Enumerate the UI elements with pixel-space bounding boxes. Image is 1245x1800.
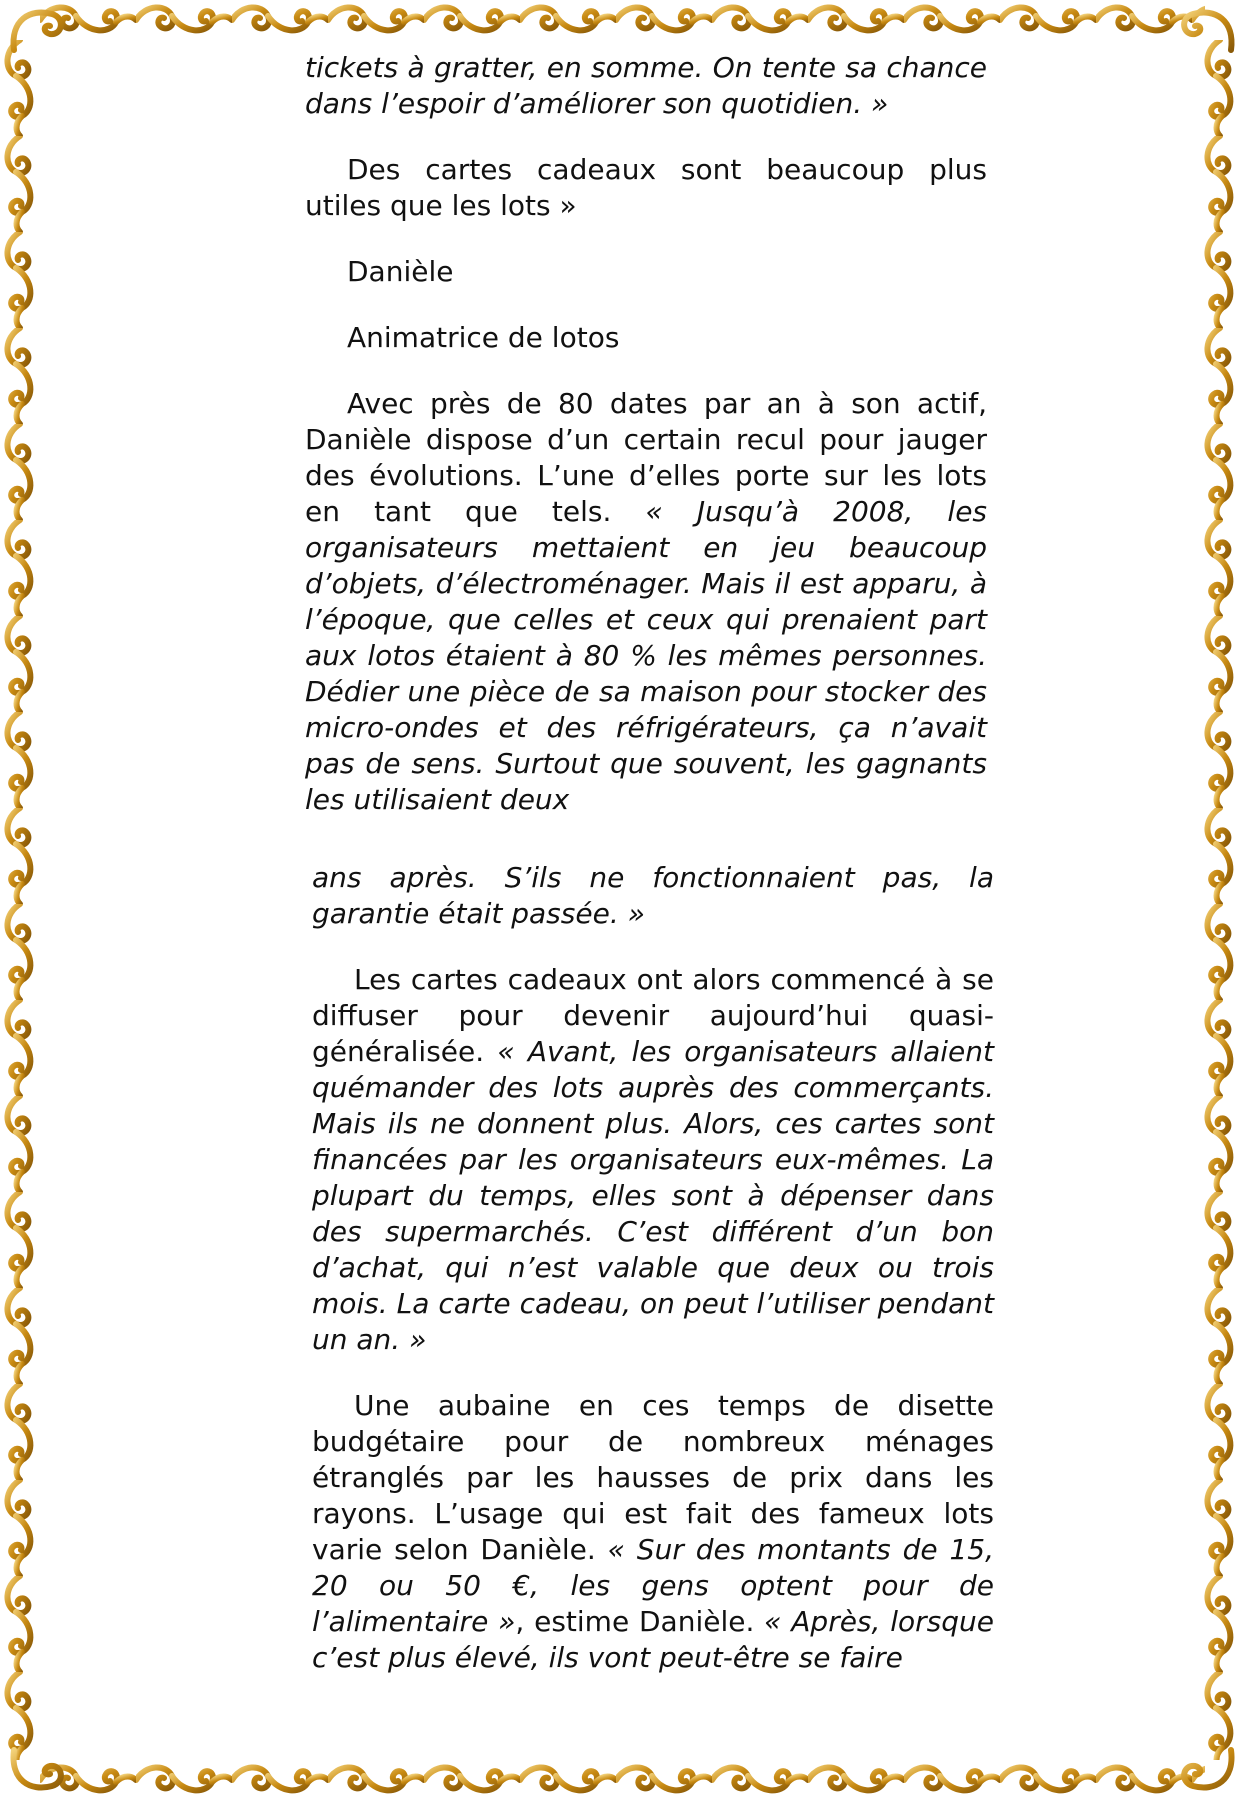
paragraph-continuation bbox=[305, 50, 987, 122]
frame-left-border bbox=[4, 40, 44, 1760]
quote-text: « Jusqu’à 2008, les organisateurs mettaient en jeu beaucoup d’objets, d’électroménager. Mais il est apparu, à l’époque, que celles et ceux qui prenaient part aux lotos étaient à 80 % les mêmes personnes. Dédier une pièce de sa maison pour stocker des micro-ondes et des réfrigérateurs, ça n’avait pas de sens. Surtout que souvent, les gagnants les utilisaient deux bbox=[305, 495, 988, 816]
article-column-bottom bbox=[312, 860, 994, 1706]
quote-text: « Sur des montants de 15, 20 ou 50 €, les gens optent pour de l’alimentaire » bbox=[312, 1533, 994, 1638]
quote-text: ans après. S’ils ne fonctionnaient pas, la garantie était passée. » bbox=[312, 861, 994, 930]
frame-right-border bbox=[1201, 40, 1241, 1760]
paragraph-continuation bbox=[312, 860, 994, 932]
body-text: , estime Danièle. bbox=[515, 1605, 765, 1638]
body-text: Les cartes cadeaux ont alors commencé à se diffuser pour devenir aujourd’hui quasi-généralisée. bbox=[312, 963, 994, 1068]
article-column-top bbox=[305, 50, 987, 848]
byline-name: Danièle bbox=[347, 255, 454, 288]
pull-quote: Des cartes cadeaux sont beaucoup plus utiles que les lots » bbox=[305, 153, 987, 222]
body-text: Une aubaine en ces temps de disette budgétaire pour de nombreux ménages étranglés par les hausses de prix dans les rayons. L’usage qui est fait des fameux lots varie selon Danièle. bbox=[312, 1389, 994, 1566]
paragraph-body bbox=[312, 1388, 994, 1676]
paragraph-body bbox=[305, 386, 987, 818]
frame-top-border bbox=[40, 4, 1205, 44]
body-text: Avec près de 80 dates par an à son actif, Danièle dispose d’un certain recul pour jauger des évolutions. L’une d’elles porte sur les lots en tant que tels. bbox=[305, 387, 987, 528]
paragraph-body bbox=[312, 962, 994, 1358]
quote-text: « Après, lorsque c’est plus élevé, ils vont peut-être se faire bbox=[312, 1605, 994, 1674]
quote-text: tickets à gratter, en somme. On tente sa chance dans l’espoir d’améliorer son quotidien. » bbox=[305, 51, 987, 120]
byline-role: Animatrice de lotos bbox=[347, 321, 620, 354]
quote-text: « Avant, les organisateurs allaient quémander des lots auprès des commerçants. Mais ils ne donnent plus. Alors, ces cartes sont financées par les organisateurs eux-mêmes. La plupart du temps, elles sont à dépenser dans des supermarchés. C’est différent d’un bon d’achat, qui n’est valable que deux ou trois mois. La carte cadeau, on peut l’utiliser pendant un an. » bbox=[312, 1035, 994, 1356]
frame-bottom-border bbox=[40, 1756, 1205, 1796]
